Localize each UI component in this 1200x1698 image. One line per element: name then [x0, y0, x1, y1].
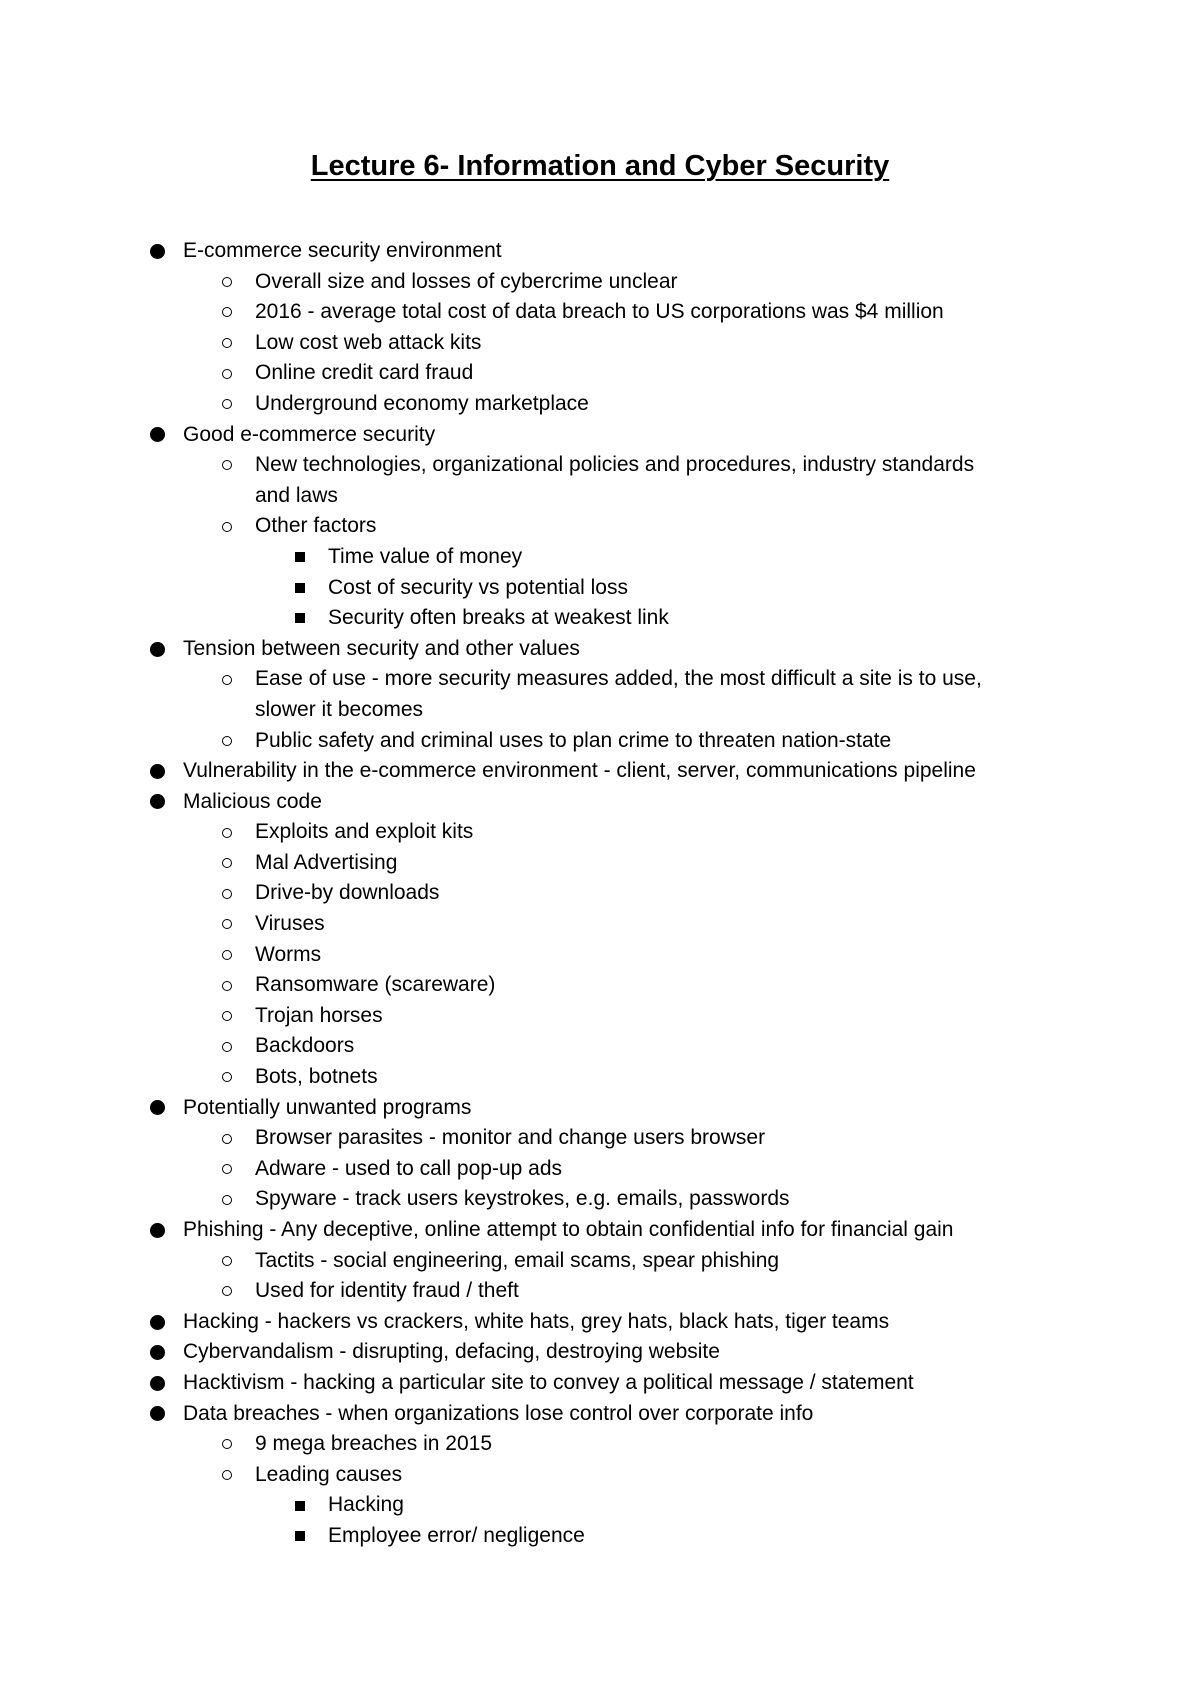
bullet-circle-icon: [217, 848, 237, 879]
list-item-text: Time value of money: [328, 544, 523, 568]
bullet-disc-icon: [147, 756, 167, 787]
list-item-text: Worms: [255, 942, 322, 966]
bullet-circle-icon: [217, 1276, 237, 1307]
list-item-text: Leading causes: [255, 1462, 403, 1486]
list-item: [147, 1521, 1097, 1552]
bullet-circle-icon: [217, 940, 237, 971]
bullet-circle-icon: [217, 1001, 237, 1032]
list-item: [147, 1154, 1097, 1185]
list-item: [147, 573, 1097, 604]
list-item-text: Security often breaks at weakest link: [328, 606, 669, 630]
list-item: [147, 389, 1097, 420]
list-item: [147, 1337, 1097, 1368]
list-item-text: New technologies, organizational policies and procedures, industry standards and laws: [255, 453, 975, 507]
list-item-text: Hacking - hackers vs crackers, white hats, grey hats, black hats, tiger teams: [183, 1309, 890, 1333]
list-item-text: Underground economy marketplace: [255, 391, 589, 415]
list-item-text: Adware - used to call pop-up ads: [255, 1156, 563, 1180]
list-item-text: Cost of security vs potential loss: [328, 575, 628, 599]
list-item-text: Malicious code: [183, 789, 322, 813]
list-item: [147, 1031, 1097, 1062]
list-item: [147, 511, 1097, 542]
list-item: [147, 1276, 1097, 1307]
bullet-circle-icon: [217, 878, 237, 909]
list-item-text: Viruses: [255, 912, 325, 936]
bullet-circle-icon: [217, 1123, 237, 1154]
list-item: [147, 1062, 1097, 1093]
bullet-circle-icon: [217, 726, 237, 757]
list-item: [147, 940, 1097, 971]
list-item-text: Mal Advertising: [255, 850, 398, 874]
list-item: [147, 1246, 1097, 1277]
list-item-text: Online credit card fraud: [255, 361, 474, 385]
list-item-text: Used for identity fraud / theft: [255, 1279, 519, 1303]
list-item-text: Backdoors: [255, 1034, 355, 1058]
bullet-disc-icon: [147, 1215, 167, 1246]
list-item: [147, 1307, 1097, 1338]
list-item-text: Overall size and losses of cybercrime unclear: [255, 269, 678, 293]
list-item: [147, 420, 1097, 451]
bullet-disc-icon: [147, 787, 167, 818]
list-item-text: Tactits - social engineering, email scams, spear phishing: [255, 1248, 780, 1272]
list-item-text: Ransomware (scareware): [255, 973, 496, 997]
bullet-circle-icon: [217, 1184, 237, 1215]
page-title: Lecture 6- Information and Cyber Security: [310, 150, 890, 182]
bullet-circle-icon: [217, 1062, 237, 1093]
list-item: [147, 1490, 1097, 1521]
list-item-text: Potentially unwanted programs: [183, 1095, 472, 1119]
bullet-circle-icon: [217, 450, 237, 481]
list-item: [147, 726, 1097, 757]
list-item: [147, 1123, 1097, 1154]
bullet-circle-icon: [217, 297, 237, 328]
list-item: [147, 1093, 1097, 1124]
list-item-text: Ease of use - more security measures added, the most difficult a site is to use, slower it becomes: [255, 667, 982, 721]
bullet-disc-icon: [147, 1368, 167, 1399]
list-item-text: Trojan horses: [255, 1003, 383, 1027]
bullet-circle-icon: [217, 267, 237, 298]
list-item: [147, 1368, 1097, 1399]
list-item: [147, 450, 1097, 511]
list-item-text: Other factors: [255, 514, 377, 538]
list-item: [147, 909, 1097, 940]
list-item-text: 9 mega breaches in 2015: [255, 1432, 492, 1456]
list-item-text: Bots, botnets: [255, 1065, 378, 1089]
list-item-text: Vulnerability in the e-commerce environment - client, server, communications pipeline: [183, 759, 976, 783]
list-item: [147, 878, 1097, 909]
list-item-text: Drive-by downloads: [255, 881, 440, 905]
list-item-text: E-commerce security environment: [183, 239, 502, 262]
list-item: [147, 236, 1097, 267]
bullet-circle-icon: [217, 817, 237, 848]
bullet-disc-icon: [147, 1337, 167, 1368]
bullet-circle-icon: [217, 1031, 237, 1062]
bullet-square-icon: [290, 573, 310, 604]
bullet-circle-icon: [217, 664, 237, 695]
list-item: [147, 358, 1097, 389]
list-item-text: Hacktivism - hacking a particular site to convey a political message / statement: [183, 1370, 914, 1394]
bullet-circle-icon: [217, 1154, 237, 1185]
list-item-text: Employee error/ negligence: [328, 1523, 585, 1547]
list-item: [147, 267, 1097, 298]
list-item: [147, 1184, 1097, 1215]
list-item: [147, 542, 1097, 573]
bullet-square-icon: [290, 1490, 310, 1521]
bullet-disc-icon: [147, 1399, 167, 1430]
list-item: [147, 817, 1097, 848]
list-item: [147, 970, 1097, 1001]
bullet-outline: [147, 236, 1097, 1552]
bullet-circle-icon: [217, 328, 237, 359]
list-item: [147, 1429, 1097, 1460]
bullet-disc-icon: [147, 236, 167, 267]
bullet-circle-icon: [217, 511, 237, 542]
list-item-text: Browser parasites - monitor and change users browser: [255, 1126, 766, 1150]
bullet-disc-icon: [147, 634, 167, 665]
bullet-disc-icon: [147, 420, 167, 451]
bullet-disc-icon: [147, 1093, 167, 1124]
bullet-circle-icon: [217, 970, 237, 1001]
list-item-text: 2016 - average total cost of data breach to US corporations was $4 million: [255, 300, 944, 324]
bullet-disc-icon: [147, 1307, 167, 1338]
bullet-square-icon: [290, 1521, 310, 1552]
list-item: [147, 664, 1097, 725]
list-item-text: Spyware - track users keystrokes, e.g. emails, passwords: [255, 1187, 790, 1211]
list-item: [147, 756, 1097, 787]
list-item: [147, 1399, 1097, 1430]
list-item-text: Tension between security and other values: [183, 636, 580, 660]
bullet-square-icon: [290, 542, 310, 573]
list-item: [147, 1460, 1097, 1491]
bullet-circle-icon: [217, 389, 237, 420]
list-item: [147, 297, 1097, 328]
bullet-circle-icon: [217, 1460, 237, 1491]
list-item-text: Hacking: [328, 1493, 404, 1517]
bullet-circle-icon: [217, 1246, 237, 1277]
list-item-text: Public safety and criminal uses to plan crime to threaten nation-state: [255, 728, 892, 752]
list-item-text: Low cost web attack kits: [255, 330, 482, 354]
bullet-circle-icon: [217, 1429, 237, 1460]
list-item-text: Good e-commerce security: [183, 422, 436, 446]
list-item: [147, 848, 1097, 879]
list-item: [147, 1001, 1097, 1032]
list-item-text: Phishing - Any deceptive, online attempt to obtain confidential info for financial gain: [183, 1218, 954, 1241]
list-item: [147, 328, 1097, 359]
list-item: [147, 634, 1097, 665]
list-item-text: Cybervandalism - disrupting, defacing, destroying website: [183, 1340, 720, 1364]
bullet-square-icon: [290, 603, 310, 634]
list-item: [147, 1215, 1097, 1246]
bullet-circle-icon: [217, 909, 237, 940]
list-item-text: Data breaches - when organizations lose control over corporate info: [183, 1401, 814, 1425]
list-item: [147, 603, 1097, 634]
bullet-circle-icon: [217, 358, 237, 389]
list-item: [147, 787, 1097, 818]
list-item-text: Exploits and exploit kits: [255, 820, 474, 844]
